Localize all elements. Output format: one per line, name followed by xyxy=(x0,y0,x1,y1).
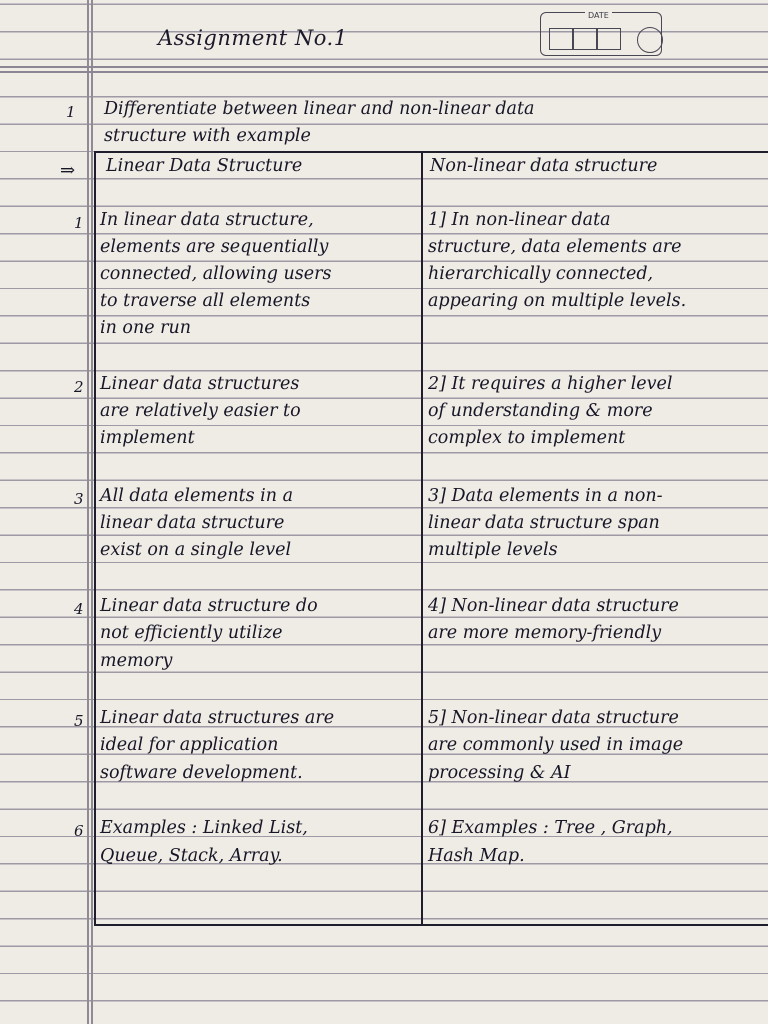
row-right-line: 6] Examples : Tree , Graph, xyxy=(428,818,673,838)
row-right-line: 4] Non-linear data structure xyxy=(428,596,679,616)
row-left-line: Linear data structures xyxy=(100,374,300,394)
table-header-linear: Linear Data Structure xyxy=(106,156,303,176)
row-right-line: processing & AI xyxy=(428,763,571,783)
date-cell xyxy=(597,28,621,50)
row-right-line: multiple levels xyxy=(428,540,558,560)
row-left-line: Examples : Linked List, xyxy=(100,818,308,838)
row-right-line: structure, data elements are xyxy=(428,237,682,257)
row-number: 1 xyxy=(74,214,84,232)
row-left-line: are relatively easier to xyxy=(100,401,301,421)
table-header-nonlinear: Non-linear data structure xyxy=(430,156,658,176)
question-line: structure with example xyxy=(104,126,311,146)
header-rule xyxy=(0,71,768,73)
date-stamp xyxy=(540,12,662,56)
row-right-line: of understanding & more xyxy=(428,401,653,421)
margin-line xyxy=(91,0,93,1024)
row-left-line: ideal for application xyxy=(100,735,279,755)
row-right-line: are more memory-friendly xyxy=(428,623,662,643)
margin-line xyxy=(87,0,89,1024)
row-left-line: Queue, Stack, Array. xyxy=(100,846,283,866)
row-left-line: Linear data structures are xyxy=(100,708,335,728)
row-left-line: implement xyxy=(100,428,195,448)
row-left-line: exist on a single level xyxy=(100,540,292,560)
question-number: 1 xyxy=(66,103,76,121)
date-label: DATE xyxy=(585,11,612,20)
question-line: Differentiate between linear and non-linear data xyxy=(104,99,535,119)
row-number: 2 xyxy=(74,378,84,396)
date-cell xyxy=(549,28,573,50)
row-left-line: memory xyxy=(100,651,173,671)
row-right-line: hierarchically connected, xyxy=(428,264,654,284)
row-right-line: linear data structure span xyxy=(428,513,660,533)
row-right-line: complex to implement xyxy=(428,428,626,448)
row-number: 5 xyxy=(74,712,84,730)
date-cell xyxy=(573,28,597,50)
row-left-line: elements are sequentially xyxy=(100,237,329,257)
row-left-line: not efficiently utilize xyxy=(100,623,283,643)
page-title: Assignment No.1 xyxy=(158,26,348,50)
row-right-line: 1] In non-linear data xyxy=(428,210,611,230)
row-right-line: are commonly used in image xyxy=(428,735,684,755)
row-number: 4 xyxy=(74,600,84,618)
row-right-line: 2] It requires a higher level xyxy=(428,374,673,394)
header-rule xyxy=(0,66,768,68)
row-right-line: appearing on multiple levels. xyxy=(428,291,687,311)
row-left-line: software development. xyxy=(100,763,303,783)
table-column-divider xyxy=(421,151,423,926)
row-left-line: linear data structure xyxy=(100,513,285,533)
row-left-line: In linear data structure, xyxy=(100,210,314,230)
row-left-line: in one run xyxy=(100,318,192,338)
row-left-line: Linear data structure do xyxy=(100,596,318,616)
row-number: 6 xyxy=(74,822,84,840)
row-right-line: 5] Non-linear data structure xyxy=(428,708,679,728)
row-left-line: to traverse all elements xyxy=(100,291,311,311)
arrow-icon: ⇒ xyxy=(60,160,76,181)
row-number: 3 xyxy=(74,490,84,508)
table-border xyxy=(94,151,96,926)
row-left-line: All data elements in a xyxy=(100,486,294,506)
row-right-line: 3] Data elements in a non- xyxy=(428,486,663,506)
date-circle xyxy=(637,27,663,53)
table-border xyxy=(94,924,768,926)
row-left-line: connected, allowing users xyxy=(100,264,332,284)
row-right-line: Hash Map. xyxy=(428,846,525,866)
